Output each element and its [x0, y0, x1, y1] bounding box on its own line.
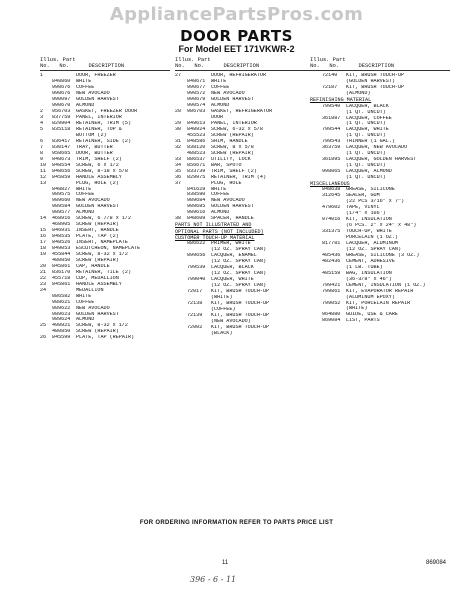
- part-description: TRAY, BUTTER: [76, 144, 113, 150]
- part-number: 886582: [52, 293, 71, 299]
- part-number: 817781: [322, 241, 341, 246]
- illus-number: 8: [40, 150, 44, 156]
- section-heading: OPTIONAL PARTS (NOT INCLUDED): [175, 228, 264, 235]
- part-description: KIT, BRUSH TOUCH-UP: [211, 300, 270, 306]
- list-item: [40, 335, 170, 341]
- part-description: GUIDE, USE & CARE: [346, 312, 398, 318]
- part-description: CEMENT, INSULATION (1 OZ.): [346, 282, 426, 288]
- column-header: Illus. Part No. No. DESCRIPTION: [175, 57, 310, 71]
- handwritten-note: 396 - 6 - 11: [190, 575, 237, 584]
- part-description: INSERT, NAMEPLATE: [76, 240, 128, 246]
- part-description: COFFEE: [76, 299, 95, 305]
- list-item: [175, 331, 310, 337]
- part-number: 799040: [187, 277, 206, 283]
- part-number: 990676: [52, 91, 71, 97]
- part-number: 479602: [322, 205, 341, 211]
- part-description: TRIM, SHELF (2): [211, 168, 257, 174]
- part-number: 363759: [322, 145, 341, 151]
- part-description: RETAINER, TOP &: [76, 126, 122, 132]
- part-number: 837759: [52, 115, 71, 121]
- part-number: 72017: [187, 289, 203, 295]
- part-description: LACQUER, BLACK: [346, 103, 389, 109]
- illus-number: 16: [40, 234, 47, 240]
- part-description: (ALUMINUM EPOXY): [346, 294, 395, 300]
- part-description: (NEW AVOCADO): [211, 318, 251, 324]
- part-number: 958665: [52, 150, 71, 156]
- part-description: NEW AVOCADO: [211, 91, 245, 97]
- part-description: SCREW (REPAIR): [76, 329, 119, 335]
- parts-column-1: [40, 57, 170, 341]
- part-number: 989684: [187, 198, 206, 204]
- part-number: 848924: [187, 126, 206, 132]
- part-description: (12 OZ. SPRAY CAN): [211, 271, 267, 277]
- part-description: COFFEE: [211, 192, 230, 198]
- form-number: 869084: [426, 560, 447, 566]
- part-description: SCREW, 8 x 5/8: [211, 144, 254, 150]
- illus-number: 23: [40, 281, 47, 287]
- part-description: COFFEE: [211, 85, 230, 91]
- illus-number: 17: [40, 240, 47, 246]
- part-number: 72140: [322, 73, 338, 79]
- part-number: 845599: [52, 335, 71, 341]
- part-number: 799052: [322, 300, 341, 306]
- part-number: 72139: [187, 312, 203, 318]
- part-description: HANDLE ASSEMBLY: [76, 281, 122, 287]
- part-description: KIT, BRUSH TOUCH-UP: [346, 85, 405, 91]
- part-description: DOOR, REFRIGERATOR: [211, 73, 267, 79]
- part-description: (1 QT. UNCUT): [346, 163, 386, 169]
- part-description: (BLACK): [211, 330, 233, 336]
- part-description: (GOLDEN HARVEST): [346, 79, 395, 85]
- part-description: CAP, HANDLE: [76, 263, 110, 269]
- part-description: PLUG, HOLE: [211, 180, 242, 186]
- part-number: 848609: [187, 216, 206, 222]
- part-description: KIT, INSULATION: [346, 217, 392, 223]
- part-number: 989685: [187, 204, 206, 210]
- part-number: 361895: [322, 157, 341, 163]
- illus-number: [175, 331, 187, 337]
- parts-list: [175, 73, 310, 336]
- part-number: 833739: [187, 168, 206, 174]
- part-description: THINNER (1 GAL.): [346, 139, 395, 145]
- illus-number: 14: [40, 216, 47, 222]
- part-description: CEMENT, ADHESIVE: [346, 258, 395, 264]
- part-description: LACQUER, ENAMEL: [211, 253, 257, 259]
- model-subtitle: For Model EET 171VKWR-2: [178, 44, 295, 54]
- part-description: ALMOND: [76, 210, 95, 216]
- part-number: 455718: [52, 275, 71, 281]
- part-number: 848656: [52, 168, 71, 174]
- part-number: 990670: [52, 103, 71, 109]
- part-description: LACQUER, ALMOND: [346, 169, 392, 175]
- part-description: (1 QT. UNCUT): [346, 121, 386, 127]
- illus-number: 20: [40, 263, 47, 269]
- part-number: 848535: [52, 234, 71, 240]
- part-description: RETAINER, TRIM (5): [76, 121, 132, 127]
- part-number: 331375: [322, 229, 341, 235]
- part-description: (1 QT. UNCUT): [346, 175, 386, 181]
- part-description: (1 QT. UNCUT): [346, 133, 386, 139]
- illus-number: 24: [40, 287, 47, 293]
- illus-number: 25: [40, 323, 47, 329]
- part-description: GOLDEN HARVEST: [76, 97, 119, 103]
- illus-number: 15: [40, 228, 47, 234]
- ordering-note: FOR ORDERING INFORMATION REFER TO PARTS PRICE LIST: [139, 520, 334, 526]
- illus-number: 34: [175, 162, 182, 168]
- illus-number: 22: [40, 275, 47, 281]
- part-description: (1/4" x 106'): [346, 211, 386, 217]
- part-description: COFFEE: [76, 192, 95, 198]
- part-description: KIT, EVAPORATOR REPAIR: [346, 288, 414, 294]
- part-description: KIT, BRUSH TOUCH-UP: [211, 324, 270, 330]
- part-description: TOUCH-UP, WHITE: [346, 229, 392, 235]
- part-number: 886537: [187, 156, 206, 162]
- part-description: (WHITE): [211, 295, 233, 301]
- part-number: 829975: [187, 174, 206, 180]
- part-description: SCREW, 6-32 x 5/8: [211, 126, 263, 132]
- list-item: [310, 318, 450, 324]
- part-description: RETAINER, TILE (2): [76, 269, 132, 275]
- part-description: LACQUER, GOLDEN HARVEST: [346, 157, 417, 163]
- illus-number: 31: [175, 138, 182, 144]
- illus-number: 4: [40, 121, 44, 127]
- illus-number: 21: [40, 269, 47, 275]
- illus-number: 26: [40, 335, 47, 341]
- part-description: PANEL, INTERIOR: [211, 121, 257, 127]
- part-number: 455844: [52, 252, 71, 257]
- watermark: AppliancePartsPros.com: [109, 4, 364, 25]
- illus-number: 38: [175, 216, 182, 222]
- part-description: SHIM, HANDLE: [211, 138, 248, 144]
- part-description: NEW AVOCADO: [76, 198, 110, 204]
- part-description: (36-3/8" x 46"): [346, 276, 392, 282]
- part-number: 964880: [322, 312, 341, 318]
- part-number: 829904: [52, 121, 71, 127]
- part-description: (22 PCS 3/16" x 7"): [346, 199, 405, 205]
- illus-number: 30: [175, 126, 182, 132]
- part-description: PRIMER, WHITE: [211, 241, 251, 247]
- part-description: LACQUER, COFFEE: [346, 115, 392, 121]
- illus-number: 1: [40, 73, 44, 79]
- parts-list: [40, 73, 170, 341]
- part-number: 72187: [322, 85, 338, 91]
- part-number: 848554: [52, 162, 71, 168]
- part-description: GOLDEN HARVEST: [211, 204, 254, 210]
- part-description: MEDALLION: [76, 287, 104, 293]
- section-heading: REFINISHING MATERIAL: [310, 97, 372, 104]
- section-heading: MISCELLANEOUS: [310, 181, 350, 188]
- part-description: (1 QT. UNCUT): [346, 151, 386, 157]
- section-heading: CUSTOMER TOUCH-UP MATERIAL: [175, 235, 255, 242]
- part-description: (ALMOND): [346, 91, 371, 97]
- part-description: (COFFEE): [211, 306, 236, 312]
- part-description: SCREW, 6 7/8 x 1/2: [76, 216, 132, 222]
- part-description: SCREW (REPAIR): [211, 150, 254, 156]
- part-number: 989622: [52, 305, 71, 311]
- part-description: WHITE: [76, 79, 92, 85]
- part-description: INSERT, HANDLE: [76, 228, 119, 234]
- illus-number: 3: [40, 115, 44, 121]
- part-description: DOOR, FREEZER: [76, 73, 116, 79]
- part-number: 848526: [52, 240, 71, 246]
- parts-column-3: [310, 57, 450, 324]
- part-description: ALMOND: [211, 103, 230, 109]
- part-number: 846931: [52, 228, 71, 234]
- part-number: 989624: [52, 317, 71, 323]
- part-number: 974016: [322, 217, 341, 223]
- part-description: ALMOND: [211, 210, 230, 216]
- part-description: SCREW, 8-32 x 1/2: [76, 323, 128, 329]
- part-description: GREASE, SILICONE: [346, 187, 395, 193]
- part-description: GREASE, SILICONE (3 OZ.): [346, 252, 420, 258]
- illus-number: 33: [175, 156, 182, 162]
- part-description: LACQUER, NEW AVOCADO: [346, 145, 408, 151]
- part-number: 990677: [187, 85, 206, 91]
- illus-number: 5: [40, 126, 44, 132]
- part-description: SCREW, 8-18 x 5/8: [76, 168, 128, 174]
- illus-number: 10: [40, 162, 47, 168]
- part-description: GOLDEN HARVEST: [76, 311, 119, 317]
- illus-number: 29: [175, 121, 182, 127]
- part-number: 869084: [322, 318, 341, 324]
- part-description: GASKET, REFRIGERATOR: [211, 109, 273, 115]
- part-description: GOLDEN HARVEST: [76, 204, 119, 210]
- part-number: 841629: [187, 186, 206, 192]
- part-description: DOOR: [211, 115, 224, 121]
- part-number: 836170: [52, 269, 71, 275]
- illus-number: 13: [40, 180, 47, 186]
- part-number: 72002: [187, 324, 203, 330]
- illus-number: 32: [175, 144, 182, 150]
- part-number: 482436: [322, 258, 341, 264]
- part-description: SEALER, GUM: [346, 193, 380, 199]
- part-description: DOOR, BUTTER: [76, 150, 113, 156]
- part-number: 468916: [52, 216, 71, 222]
- part-number: 480850: [52, 257, 71, 263]
- part-number: 989575: [52, 192, 71, 198]
- part-description: LIST, PARTS: [346, 318, 380, 324]
- part-number: 830147: [52, 144, 71, 150]
- part-description: KIT, BRUSH TOUCH-UP: [211, 312, 270, 318]
- illus-number: 27: [175, 73, 182, 79]
- part-description: WHITE: [211, 79, 227, 85]
- part-number: 990574: [187, 103, 206, 109]
- part-number: 899656: [187, 253, 206, 259]
- part-description: GASKET, FREEZER DOOR: [76, 109, 138, 115]
- part-number: 848586: [187, 138, 206, 144]
- part-description: (12 OZ. SPRAY CAN): [211, 259, 267, 265]
- part-description: NEW AVOCADO: [76, 305, 110, 311]
- part-number: 990679: [187, 97, 206, 103]
- part-description: UTILITY, LOCK: [211, 156, 251, 162]
- part-description: COFFEE: [76, 85, 95, 91]
- part-number: 845861: [52, 281, 71, 287]
- illus-number: 7: [40, 144, 44, 150]
- part-description: LACQUER, WHITE: [211, 277, 254, 283]
- part-number: 986703: [187, 109, 206, 115]
- part-number: 848673: [52, 156, 71, 162]
- part-number: 845861: [52, 263, 71, 269]
- part-description: NEW AVOCADO: [76, 91, 110, 97]
- part-description: SPACER, HANDLE: [211, 216, 254, 222]
- part-number: 799861: [322, 288, 341, 294]
- part-number: 988621: [52, 299, 71, 305]
- part-description: WHITE: [76, 293, 92, 299]
- part-description: LACQUER, BLACK: [211, 265, 254, 271]
- part-number: 836417: [52, 138, 71, 144]
- part-description: ALMOND: [76, 103, 95, 109]
- part-number: 799421: [322, 282, 341, 288]
- part-number: 848638: [322, 187, 341, 193]
- part-description: ESCUTCHEON, NAMEPLATE: [76, 246, 141, 252]
- part-number: 989623: [52, 311, 71, 317]
- part-description: TAPE, VINYL: [346, 205, 380, 211]
- part-description: KIT, BRUSH TOUCH-UP: [346, 73, 405, 79]
- part-number: 799539: [187, 265, 206, 271]
- part-description: (6 PCS. 2" x 24" x 48"): [346, 223, 417, 229]
- part-description: PLATE, TAP (REPAIR): [76, 335, 135, 341]
- illus-number: 19: [40, 252, 47, 257]
- part-description: GOLDEN HARVEST: [211, 97, 254, 103]
- illus-number: 6: [40, 138, 44, 144]
- part-description: SCREW (REPAIR): [76, 222, 119, 228]
- part-description: RETAINER, SIDE (2): [76, 138, 132, 144]
- part-description: CUP, MEDALLION: [76, 275, 119, 281]
- parts-column-2: [175, 57, 310, 337]
- part-number: 498921: [52, 323, 71, 329]
- part-number: 848860: [52, 79, 71, 85]
- illus-number: 28: [175, 109, 182, 115]
- part-description: SCREW, 6 x 1/2: [76, 162, 119, 168]
- part-number: 799540: [322, 103, 341, 109]
- part-description: HANDLE ASSEMBLY: [76, 174, 122, 180]
- part-number: 485436: [322, 252, 341, 258]
- part-number: 838120: [187, 144, 206, 150]
- part-description: NEW AVOCADO: [211, 198, 245, 204]
- part-number: 886622: [187, 241, 206, 247]
- illus-number: 11: [40, 168, 47, 174]
- illus-number: 35: [175, 168, 182, 174]
- part-description: LACQUER, ALUMINUM: [346, 241, 398, 246]
- part-number: 990097: [52, 97, 71, 103]
- part-number: 468905: [52, 222, 71, 228]
- part-description: BAG, INSULATION: [346, 270, 392, 276]
- part-number: 849613: [187, 121, 206, 127]
- part-number: 856671: [187, 162, 206, 168]
- part-number: 956703: [52, 109, 71, 115]
- part-number: 835118: [52, 126, 71, 132]
- page-number: 11: [222, 560, 229, 566]
- part-description: PANEL, INTERIOR: [76, 115, 122, 121]
- illus-number: [310, 318, 322, 324]
- part-description: PORCELAIN (1 OZ.): [346, 235, 398, 241]
- part-number: 848827: [52, 186, 71, 192]
- part-description: (12 OZ. SPRAY CAN): [211, 283, 267, 289]
- part-number: 990572: [187, 91, 206, 97]
- part-description: PLUG, HOLE (2): [76, 180, 119, 186]
- part-number: 361887: [322, 115, 341, 121]
- part-description: RETAINER, TRIM (4): [211, 174, 267, 180]
- part-number: 849053: [52, 246, 71, 252]
- part-number: 799543: [322, 139, 341, 145]
- part-description: KIT, PORCELAIN REPAIR: [346, 300, 411, 306]
- illus-number: 37: [175, 180, 182, 186]
- part-description: KIT, BRUSH TOUCH-UP: [211, 289, 270, 295]
- part-description: WHITE: [211, 186, 227, 192]
- part-number: 989616: [187, 210, 206, 216]
- part-description: ALMOND: [76, 317, 95, 323]
- part-description: BOTTOM (2): [76, 132, 107, 138]
- column-header: Illus. Part No. No. DESCRIPTION: [40, 57, 170, 71]
- part-description: (WHITE): [346, 306, 368, 312]
- part-description: WHITE: [76, 186, 92, 192]
- illus-number: 36: [175, 174, 182, 180]
- part-number: 480850: [52, 329, 71, 335]
- part-description: PLATE, TAP (2): [76, 234, 119, 240]
- illus-number: 9: [40, 156, 44, 162]
- part-description: LACQUER, WHITE: [346, 127, 389, 133]
- illus-number: 2: [40, 109, 44, 115]
- part-number: 72138: [187, 300, 203, 306]
- part-number: 998865: [322, 169, 341, 175]
- part-description: SCREW (REPAIR): [211, 132, 254, 138]
- page-title: DOOR PARTS: [180, 27, 293, 45]
- part-number: 799544: [322, 127, 341, 133]
- part-number: 312645: [322, 193, 341, 199]
- part-description: (1 QT. UNCUT): [346, 109, 386, 115]
- part-number: 989660: [52, 198, 71, 204]
- part-description: (12 OZ. SPRAY CAN): [346, 246, 402, 252]
- part-number: 485159: [322, 270, 341, 276]
- part-number: 989577: [52, 210, 71, 216]
- illus-number: 18: [40, 246, 47, 252]
- part-description: SCREW (REPAIR): [76, 257, 119, 263]
- part-number: 845859: [52, 174, 71, 180]
- part-number: 848671: [187, 79, 206, 85]
- part-description: TRIM, SHELF (2): [76, 156, 122, 162]
- parts-list: [310, 73, 450, 324]
- part-description: (12 OZ. SPRAY CAN): [211, 247, 267, 253]
- part-description: (1 LB. TUBE): [346, 264, 383, 270]
- part-description: BAR, SPOTO: [211, 162, 242, 168]
- part-number: 990676: [52, 85, 71, 91]
- part-description: SCREW, 8-32 x 1/2: [76, 252, 128, 257]
- part-number: [187, 331, 211, 337]
- section-heading: PARTS NOT ILLUSTRATED AND: [175, 222, 252, 229]
- part-number: 488523: [187, 150, 206, 156]
- part-number: 989584: [52, 204, 71, 210]
- column-header: Illus. Part No. No. DESCRIPTION: [310, 57, 450, 71]
- part-number: 838590: [187, 192, 206, 198]
- part-number: 455523: [187, 132, 206, 138]
- illus-number: 12: [40, 174, 47, 180]
